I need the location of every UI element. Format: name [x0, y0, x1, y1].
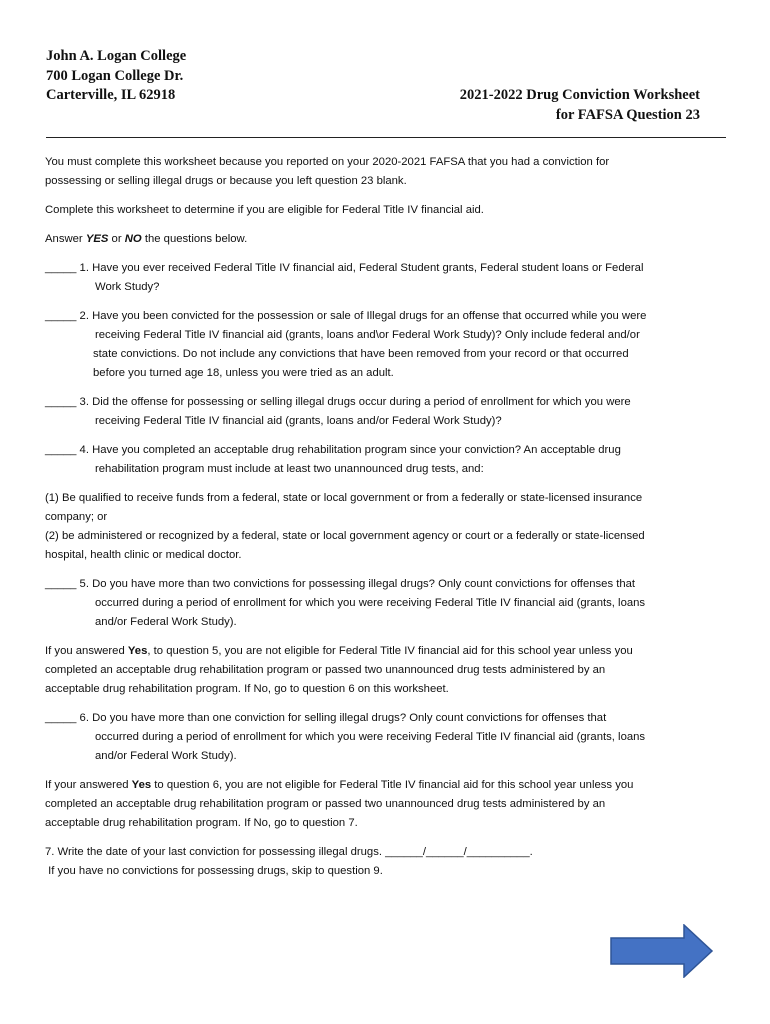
- condition-1-line-2: company; or: [45, 511, 108, 523]
- question-2-line-2: receiving Federal Title IV financial aid (grants, loans and\or Federal Work Study)? Only include federal and/or: [95, 329, 640, 341]
- question-2-line-4: before you turned age 18, unless you were tried as an adult.: [93, 367, 394, 379]
- college-street: 700 Logan College Dr.: [46, 67, 184, 84]
- note-5-line-2: completed an acceptable drug rehabilitation program or passed two unannounced drug tests administered by an: [45, 664, 606, 676]
- question-5-note: [45, 642, 735, 699]
- question-4-line-2: rehabilitation program must include at least two unannounced drug tests, and:: [95, 463, 484, 475]
- question-2-line-1: _____ 2. Have you been convicted for the possession or sale of Illegal drugs for an offense that occurred while you were: [45, 310, 647, 322]
- question-6-line-2: occurred during a period of enrollment for which you were receiving Federal Title IV financial aid (grants, loans: [95, 731, 646, 743]
- note-6-rest: to question 6, you are not eligible for Federal Title IV financial aid for this school year unless you: [151, 779, 634, 791]
- note-6-line-2: completed an acceptable drug rehabilitation program or passed two unannounced drug tests administered by an: [45, 798, 606, 810]
- question-6[interactable]: [45, 709, 735, 766]
- answer-prefix: Answer: [45, 233, 86, 245]
- note-6-line-3: acceptable drug rehabilitation program. If No, go to question 7.: [45, 817, 358, 829]
- intro-line-1: You must complete this worksheet because you reported on your 2020-2021 FAFSA that you had a conviction for: [45, 156, 610, 168]
- condition-1-line-1: (1) Be qualified to receive funds from a federal, state or local government or from a federally or state-licensed insurance: [45, 492, 643, 504]
- question-4[interactable]: [45, 441, 735, 479]
- answer-or: or: [108, 233, 125, 245]
- condition-2-line-2: hospital, health clinic or medical doctor.: [45, 549, 242, 561]
- question-1-line-2: Work Study?: [95, 281, 160, 293]
- question-1-line-1: _____ 1. Have you ever received Federal Title IV financial aid, Federal Student grants, Federal student loans or Federal: [45, 262, 644, 274]
- note-5-line-3: acceptable drug rehabilitation program. If No, go to question 6 on this worksheet.: [45, 683, 449, 695]
- question-6-line-3: and/or Federal Work Study).: [95, 750, 237, 762]
- right-arrow-icon[interactable]: [610, 924, 714, 978]
- question-5[interactable]: [45, 575, 735, 632]
- worksheet-body: [45, 153, 735, 891]
- question-6-line-1: _____ 6. Do you have more than one conviction for selling illegal drugs? Only count convictions for offenses that: [45, 712, 607, 724]
- intro-paragraph: [45, 153, 735, 191]
- question-7-line-2: If you have no convictions for possessing drugs, skip to question 9.: [45, 865, 383, 877]
- question-7-line-1: 7. Write the date of your last conviction for possessing illegal drugs. ______/______/__________.: [45, 846, 533, 858]
- answer-suffix: the questions below.: [141, 233, 248, 245]
- header-divider: [46, 137, 726, 138]
- condition-2: [45, 527, 735, 565]
- note-5-rest: , to question 5, you are not eligible for Federal Title IV financial aid for this school year unless you: [147, 645, 633, 657]
- college-name: John A. Logan College: [46, 48, 187, 64]
- question-5-line-2: occurred during a period of enrollment for which you were receiving Federal Title IV financial aid (grants, loans: [95, 597, 646, 609]
- question-7[interactable]: [45, 843, 735, 881]
- answer-yes: YES: [85, 233, 109, 245]
- question-5-line-3: and/or Federal Work Study).: [95, 616, 237, 628]
- note-6-yes: Yes: [131, 779, 152, 791]
- question-1[interactable]: [45, 259, 735, 297]
- question-3[interactable]: [45, 393, 735, 431]
- note-6-prefix: If your answered: [45, 779, 132, 791]
- worksheet-title-line2: for FAFSA Question 23: [555, 106, 700, 123]
- question-6-note: [45, 776, 735, 833]
- question-2[interactable]: [45, 307, 735, 383]
- question-3-line-1: _____ 3. Did the offense for possessing or selling illegal drugs occur during a period of enrollment for which you were: [45, 396, 631, 408]
- college-address-block: [46, 47, 186, 106]
- note-5-prefix: If you answered: [45, 645, 128, 657]
- instructions-paragraph: Complete this worksheet to determine if you are eligible for Federal Title IV financial aid.: [45, 204, 484, 216]
- intro-line-2: possessing or selling illegal drugs or because you left question 23 blank.: [45, 175, 407, 187]
- worksheet-title: [460, 86, 700, 125]
- question-3-line-2: receiving Federal Title IV financial aid (grants, loans and/or Federal Work Study)?: [95, 415, 502, 427]
- answer-no: NO: [124, 233, 142, 245]
- right-arrow-shape: [611, 925, 712, 977]
- question-4-line-1: _____ 4. Have you completed an acceptable drug rehabilitation program since your conviction? An acceptable drug: [45, 444, 621, 456]
- note-5-yes: Yes: [127, 645, 148, 657]
- condition-1: [45, 489, 735, 527]
- worksheet-title-line1: 2021-2022 Drug Conviction Worksheet: [459, 87, 700, 103]
- college-city: Carterville, IL 62918: [46, 87, 176, 103]
- question-2-line-3: state convictions. Do not include any convictions that have been removed from your record or that occurred: [93, 348, 629, 360]
- question-5-line-1: _____ 5. Do you have more than two convictions for possessing illegal drugs? Only count convictions for offenses that: [45, 578, 636, 590]
- answer-instructions: [45, 230, 735, 249]
- condition-2-line-1: (2) be administered or recognized by a federal, state or local government agency or court or a federally or state-licensed: [45, 530, 645, 542]
